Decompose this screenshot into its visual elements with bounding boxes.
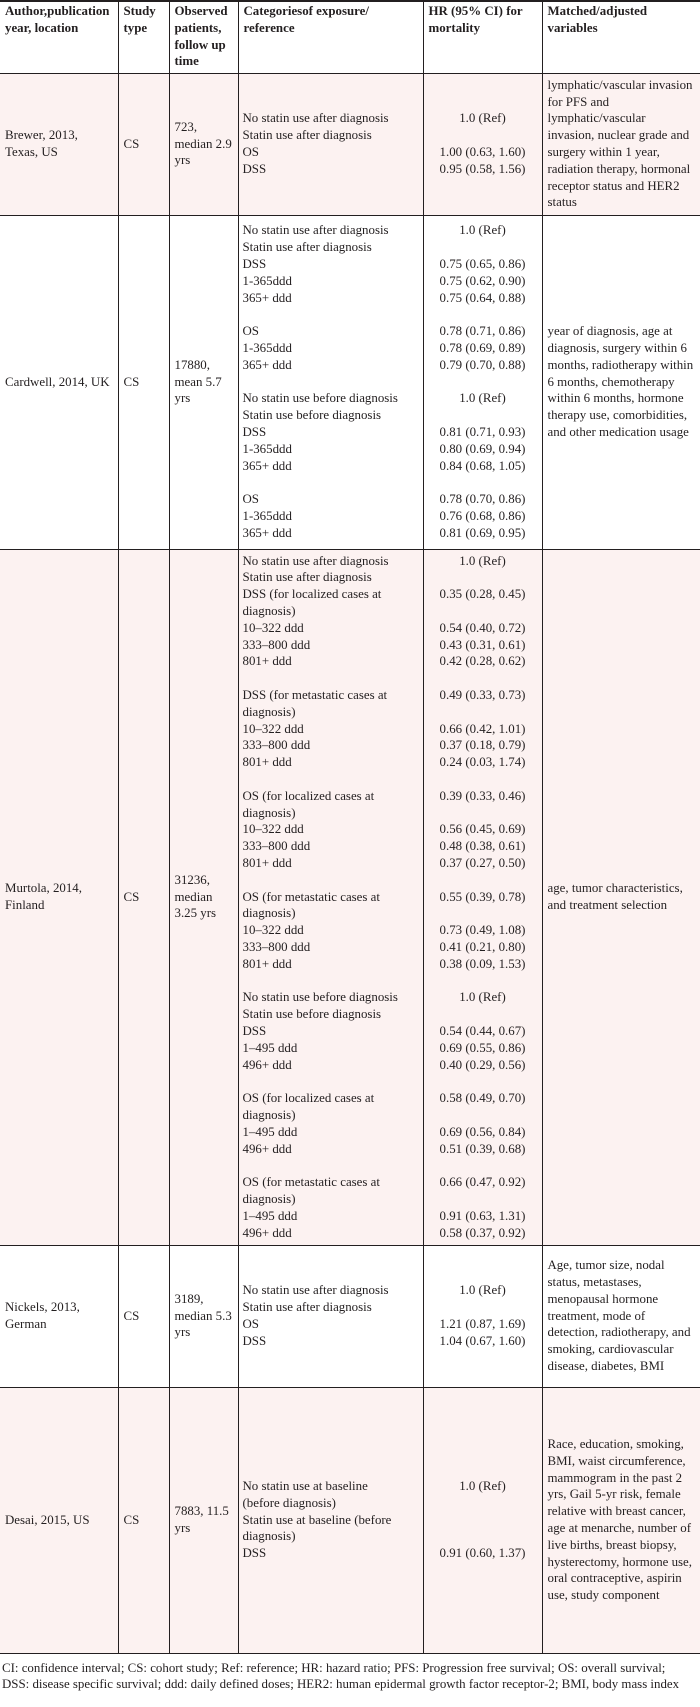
patients-cell: 3189, median 5.3 yrs [169, 1245, 238, 1387]
table-body [0, 73, 700, 1653]
table-row [0, 73, 700, 215]
adjusted-variables-cell: age, tumor characteristics, and treatment selection [542, 549, 700, 1245]
hr-cell: 1.0 (Ref) 0.91 (0.60, 1.37) [423, 1387, 542, 1653]
hr-cell: 1.0 (Ref) 1.00 (0.63, 1.60) 0.95 (0.58, 1.56) [423, 73, 542, 215]
patients-cell: 723, median 2.9 yrs [169, 73, 238, 215]
header-row [0, 1, 700, 73]
hr-cell: 1.0 (Ref) 1.21 (0.87, 1.69) 1.04 (0.67, 1.60) [423, 1245, 542, 1387]
study-type-cell: CS [118, 73, 169, 215]
adjusted-variables-cell: Age, tumor size, nodal status, metastases, menopausal hormone treatment, mode of detection, radiotherapy, and smoking, cardiovascular disease, diabetes, BMI [542, 1245, 700, 1387]
study-type-cell: CS [118, 549, 169, 1245]
table-row [0, 549, 700, 1245]
header-adjusted-variables: Matched/adjusted variables [542, 1, 700, 73]
study-type-cell: CS [118, 1387, 169, 1653]
categories-cell: No statin use after diagnosis Statin use after diagnosis DSS 1-365ddd 365+ ddd OS 1-365ddd 365+ ddd No statin use before diagnosis Statin use before diagnosis DSS 1-365ddd 365+ ddd OS 1-365ddd 365+ ddd [238, 215, 423, 549]
hr-cell: 1.0 (Ref) 0.35 (0.28, 0.45) 0.54 (0.40, 0.72) 0.43 (0.31, 0.61) 0.42 (0.28, 0.62) 0.49 (0.33, 0.73) 0.66 (0.42, 1.01) 0.37 (0.18, 0.79) 0.24 (0.03, 1.74) 0.39 (0.33, 0.46) 0.56 (0.45, 0.69) 0.48 (0.38, 0.61) 0.37 (0.27, 0.50) 0.55 (0.39, 0.78) 0.73 (0.49, 1.08) 0.41 (0.21, 0.80) 0.38 (0.09, 1.53) 1.0 (Ref) 0.54 (0.44, 0.67) 0.69 (0.55, 0.86) 0.40 (0.29, 0.56) 0.58 (0.49, 0.70) 0.69 (0.56, 0.84) 0.51 (0.39, 0.68) 0.66 (0.47, 0.92) 0.91 (0.63, 1.31) 0.58 (0.37, 0.92) [423, 549, 542, 1245]
header-categories: Categoriesof exposure/ reference [238, 1, 423, 73]
table-header [0, 1, 700, 73]
author-cell: Nickels, 2013, German [0, 1245, 118, 1387]
patients-cell: 7883, 11.5 yrs [169, 1387, 238, 1653]
header-author: Author,publication year, location [0, 1, 118, 73]
header-hr: HR (95% CI) for mortality [423, 1, 542, 73]
author-cell: Desai, 2015, US [0, 1387, 118, 1653]
patients-cell: 17880, mean 5.7 yrs [169, 215, 238, 549]
categories-cell: No statin use at baseline (before diagnosis) Statin use at baseline (before diagnosis) DSS [238, 1387, 423, 1653]
author-cell: Murtola, 2014, Finland [0, 549, 118, 1245]
header-study-type: Study type [118, 1, 169, 73]
study-type-cell: CS [118, 1245, 169, 1387]
categories-cell: No statin use after diagnosis Statin use after diagnosis OS DSS [238, 1245, 423, 1387]
author-cell: Brewer, 2013, Texas, US [0, 73, 118, 215]
table-row [0, 1245, 700, 1387]
patients-cell: 31236, median 3.25 yrs [169, 549, 238, 1245]
adjusted-variables-cell: Race, education, smoking, BMI, waist circumference, mammogram in the past 2 yrs, Gail 5-yr risk, female relative with breast cancer, age at menarche, number of live births, breast biopsy, hysterectomy, hormone use, oral contraceptive, aspirin use, study component [542, 1387, 700, 1653]
table-row [0, 1387, 700, 1653]
study-type-cell: CS [118, 215, 169, 549]
hr-cell: 1.0 (Ref) 0.75 (0.65, 0.86) 0.75 (0.62, 0.90) 0.75 (0.64, 0.88) 0.78 (0.71, 0.86) 0.78 (0.69, 0.89) 0.79 (0.70, 0.88) 1.0 (Ref) 0.81 (0.71, 0.93) 0.80 (0.69, 0.94) 0.84 (0.68, 1.05) 0.78 (0.70, 0.86) 0.76 (0.68, 0.86) 0.81 (0.69, 0.95) [423, 215, 542, 549]
categories-cell: No statin use after diagnosis Statin use after diagnosis DSS (for localized cases at diagnosis) 10–322 ddd 333–800 ddd 801+ ddd DSS (for metastatic cases at diagnosis) 10–322 ddd 333–800 ddd 801+ ddd OS (for localized cases at diagnosis) 10–322 ddd 333–800 ddd 801+ ddd OS (for metastatic cases at diagnosis) 10–322 ddd 333–800 ddd 801+ ddd No statin use before diagnosis Statin use before diagnosis DSS 1–495 ddd 496+ ddd OS (for localized cases at diagnosis) 1–495 ddd 496+ ddd OS (for metastatic cases at diagnosis) 1–495 ddd 496+ ddd [238, 549, 423, 1245]
author-cell: Cardwell, 2014, UK [0, 215, 118, 549]
adjusted-variables-cell: lymphatic/vascular invasion for PFS and lymphatic/vascular invasion, nuclear grade and surgery within 1 year, radiation therapy, hormonal receptor status and HER2 status [542, 73, 700, 215]
table-footnote: CI: confidence interval; CS: cohort study; Ref: reference; HR: hazard ratio; PFS: Progression free survival; OS: overall survival; DSS: disease specific survival; ddd: daily defined doses; HER2: human epidermal growth factor receptor-2; BMI, body mass index [2, 1660, 680, 1692]
adjusted-variables-cell: year of diagnosis, age at diagnosis, surgery within 6 months, radiotherapy within 6 months, chemotherapy within 6 months, hormone therapy use, comorbidities, and other medication usage [542, 215, 700, 549]
header-observed-patients: Observed patients, follow up time [169, 1, 238, 73]
categories-cell: No statin use after diagnosis Statin use after diagnosis OS DSS [238, 73, 423, 215]
table-row [0, 215, 700, 549]
